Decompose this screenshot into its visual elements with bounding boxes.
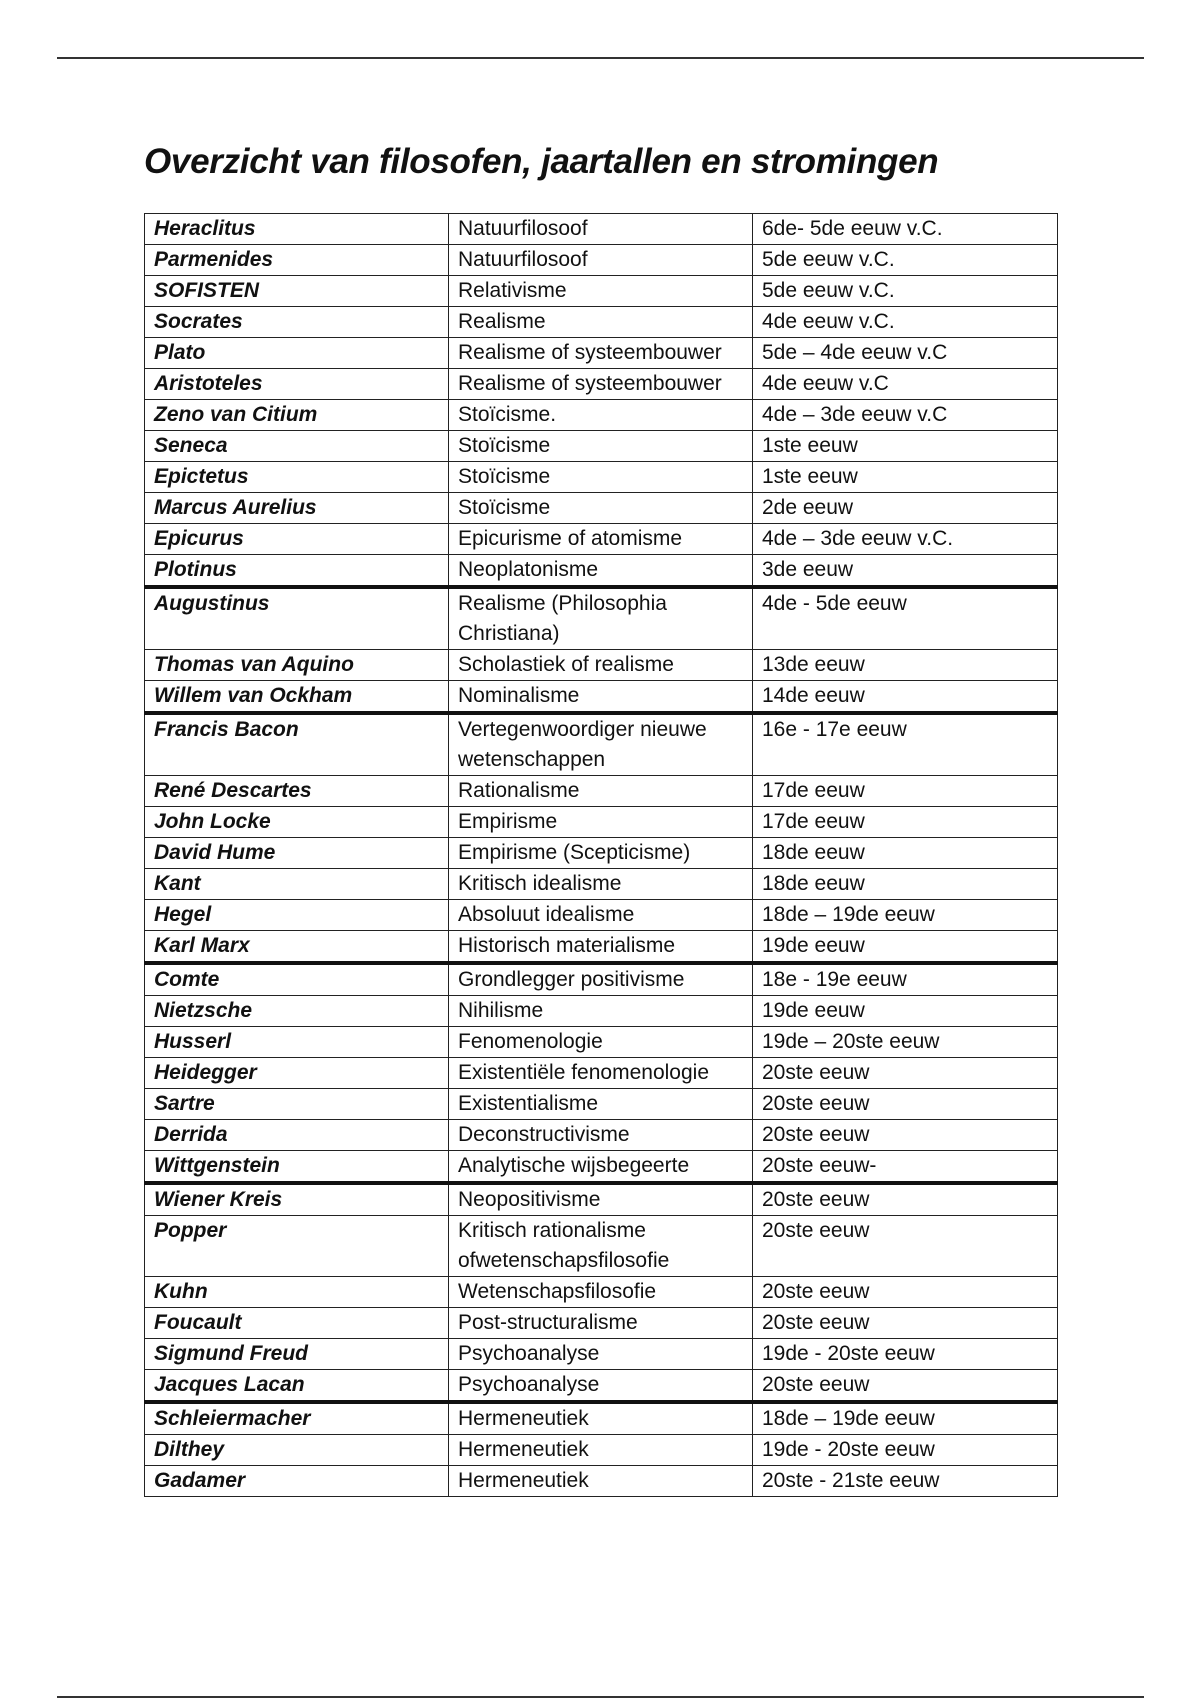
table-row xyxy=(145,276,1058,307)
table-row xyxy=(145,245,1058,276)
philosopher-name: Dilthey xyxy=(145,1435,449,1466)
period-cell: 20ste - 21ste eeuw xyxy=(753,1466,1058,1497)
period-cell: 4de - 5de eeuw xyxy=(753,587,1058,650)
movement-cell: Kritisch rationalisme ofwetenschapsfilosofie xyxy=(449,1216,753,1277)
movement-cell: Neopositivisme xyxy=(449,1183,753,1216)
movement-cell: Psychoanalyse xyxy=(449,1339,753,1370)
movement-cell: Post-structuralisme xyxy=(449,1308,753,1339)
philosopher-name: Wittgenstein xyxy=(145,1151,449,1184)
table-body xyxy=(145,214,1058,1497)
philosopher-name: Plato xyxy=(145,338,449,369)
period-cell: 20ste eeuw xyxy=(753,1120,1058,1151)
movement-cell: Analytische wijsbegeerte xyxy=(449,1151,753,1184)
movement-cell: Rationalisme xyxy=(449,776,753,807)
table-row xyxy=(145,681,1058,714)
movement-cell: Historisch materialisme xyxy=(449,931,753,964)
period-cell: 19de eeuw xyxy=(753,931,1058,964)
period-cell: 18de – 19de eeuw xyxy=(753,1402,1058,1435)
movement-cell: Absoluut idealisme xyxy=(449,900,753,931)
table-row xyxy=(145,462,1058,493)
philosopher-name: Marcus Aurelius xyxy=(145,493,449,524)
table-row xyxy=(145,1402,1058,1435)
table-row xyxy=(145,776,1058,807)
movement-cell: Stoïcisme xyxy=(449,493,753,524)
table-row xyxy=(145,431,1058,462)
philosopher-name: Parmenides xyxy=(145,245,449,276)
philosopher-name: David Hume xyxy=(145,838,449,869)
philosopher-name: Socrates xyxy=(145,307,449,338)
philosopher-name: Nietzsche xyxy=(145,996,449,1027)
movement-cell: Realisme of systeembouwer xyxy=(449,338,753,369)
table-row xyxy=(145,1089,1058,1120)
philosopher-name: Zeno van Citium xyxy=(145,400,449,431)
movement-cell: Vertegenwoordiger nieuwe wetenschappen xyxy=(449,713,753,776)
movement-cell: Hermeneutiek xyxy=(449,1466,753,1497)
movement-cell: Deconstructivisme xyxy=(449,1120,753,1151)
table-row xyxy=(145,1058,1058,1089)
philosopher-name: Aristoteles xyxy=(145,369,449,400)
philosopher-name: Francis Bacon xyxy=(145,713,449,776)
table-row xyxy=(145,931,1058,964)
table-row xyxy=(145,996,1058,1027)
movement-cell: Nihilisme xyxy=(449,996,753,1027)
period-cell: 6de- 5de eeuw v.C. xyxy=(753,214,1058,245)
period-cell: 19de eeuw xyxy=(753,996,1058,1027)
movement-cell: Natuurfilosoof xyxy=(449,214,753,245)
movement-cell: Existentialisme xyxy=(449,1089,753,1120)
table-row xyxy=(145,650,1058,681)
period-cell: 20ste eeuw xyxy=(753,1370,1058,1403)
philosopher-name: Heraclitus xyxy=(145,214,449,245)
movement-cell: Hermeneutiek xyxy=(449,1402,753,1435)
table-row xyxy=(145,963,1058,996)
table-row xyxy=(145,1435,1058,1466)
period-cell: 5de eeuw v.C. xyxy=(753,245,1058,276)
period-cell: 2de eeuw xyxy=(753,493,1058,524)
table-row xyxy=(145,400,1058,431)
table-row xyxy=(145,869,1058,900)
page-title: Overzicht van filosofen, jaartallen en stromingen xyxy=(144,142,939,181)
philosopher-name: Epicurus xyxy=(145,524,449,555)
philosopher-name: Epictetus xyxy=(145,462,449,493)
period-cell: 4de eeuw v.C. xyxy=(753,307,1058,338)
period-cell: 14de eeuw xyxy=(753,681,1058,714)
philosopher-name: Jacques Lacan xyxy=(145,1370,449,1403)
table-row xyxy=(145,1183,1058,1216)
philosopher-name: SOFISTEN xyxy=(145,276,449,307)
philosopher-name: Foucault xyxy=(145,1308,449,1339)
table-row xyxy=(145,1466,1058,1497)
philosopher-name: John Locke xyxy=(145,807,449,838)
philosophers-table xyxy=(144,213,1058,1497)
philosopher-name: Heidegger xyxy=(145,1058,449,1089)
table-row xyxy=(145,1027,1058,1058)
philosopher-name: Sigmund Freud xyxy=(145,1339,449,1370)
period-cell: 3de eeuw xyxy=(753,555,1058,588)
table-row xyxy=(145,1151,1058,1184)
movement-cell: Realisme xyxy=(449,307,753,338)
movement-cell: Stoïcisme. xyxy=(449,400,753,431)
philosopher-name: René Descartes xyxy=(145,776,449,807)
movement-cell: Empirisme xyxy=(449,807,753,838)
philosopher-name: Gadamer xyxy=(145,1466,449,1497)
movement-cell: Wetenschapsfilosofie xyxy=(449,1277,753,1308)
philosopher-name: Thomas van Aquino xyxy=(145,650,449,681)
period-cell: 20ste eeuw xyxy=(753,1277,1058,1308)
philosopher-name: Wiener Kreis xyxy=(145,1183,449,1216)
philosopher-name: Popper xyxy=(145,1216,449,1277)
table-row xyxy=(145,838,1058,869)
period-cell: 20ste eeuw xyxy=(753,1308,1058,1339)
period-cell: 17de eeuw xyxy=(753,807,1058,838)
philosopher-name: Karl Marx xyxy=(145,931,449,964)
table-row xyxy=(145,214,1058,245)
movement-cell: Nominalisme xyxy=(449,681,753,714)
table-row xyxy=(145,338,1058,369)
table-row xyxy=(145,524,1058,555)
movement-cell: Realisme of systeembouwer xyxy=(449,369,753,400)
period-cell: 18de – 19de eeuw xyxy=(753,900,1058,931)
period-cell: 17de eeuw xyxy=(753,776,1058,807)
movement-cell: Realisme (Philosophia Christiana) xyxy=(449,587,753,650)
table-row xyxy=(145,1277,1058,1308)
philosopher-name: Kant xyxy=(145,869,449,900)
table-row xyxy=(145,1370,1058,1403)
table-row xyxy=(145,1120,1058,1151)
philosopher-name: Schleiermacher xyxy=(145,1402,449,1435)
period-cell: 1ste eeuw xyxy=(753,462,1058,493)
movement-cell: Scholastiek of realisme xyxy=(449,650,753,681)
movement-cell: Hermeneutiek xyxy=(449,1435,753,1466)
period-cell: 19de – 20ste eeuw xyxy=(753,1027,1058,1058)
movement-cell: Relativisme xyxy=(449,276,753,307)
table-row xyxy=(145,493,1058,524)
movement-cell: Natuurfilosoof xyxy=(449,245,753,276)
philosopher-name: Kuhn xyxy=(145,1277,449,1308)
period-cell: 20ste eeuw xyxy=(753,1183,1058,1216)
period-cell: 20ste eeuw xyxy=(753,1058,1058,1089)
period-cell: 18de eeuw xyxy=(753,838,1058,869)
philosopher-name: Comte xyxy=(145,963,449,996)
table-row xyxy=(145,900,1058,931)
movement-cell: Stoïcisme xyxy=(449,462,753,493)
table-row xyxy=(145,1308,1058,1339)
philosopher-name: Seneca xyxy=(145,431,449,462)
movement-cell: Kritisch idealisme xyxy=(449,869,753,900)
philosopher-name: Sartre xyxy=(145,1089,449,1120)
period-cell: 4de eeuw v.C xyxy=(753,369,1058,400)
table-row xyxy=(145,307,1058,338)
header-rule xyxy=(57,57,1144,59)
table-row xyxy=(145,807,1058,838)
table-row xyxy=(145,713,1058,776)
period-cell: 19de - 20ste eeuw xyxy=(753,1339,1058,1370)
period-cell: 1ste eeuw xyxy=(753,431,1058,462)
movement-cell: Stoïcisme xyxy=(449,431,753,462)
movement-cell: Epicurisme of atomisme xyxy=(449,524,753,555)
table-row xyxy=(145,369,1058,400)
period-cell: 18de eeuw xyxy=(753,869,1058,900)
period-cell: 20ste eeuw- xyxy=(753,1151,1058,1184)
philosopher-name: Hegel xyxy=(145,900,449,931)
period-cell: 18e - 19e eeuw xyxy=(753,963,1058,996)
movement-cell: Empirisme (Scepticisme) xyxy=(449,838,753,869)
philosopher-name: Augustinus xyxy=(145,587,449,650)
period-cell: 4de – 3de eeuw v.C. xyxy=(753,524,1058,555)
philosopher-name: Husserl xyxy=(145,1027,449,1058)
period-cell: 5de – 4de eeuw v.C xyxy=(753,338,1058,369)
movement-cell: Fenomenologie xyxy=(449,1027,753,1058)
philosopher-name: Derrida xyxy=(145,1120,449,1151)
period-cell: 5de eeuw v.C. xyxy=(753,276,1058,307)
period-cell: 20ste eeuw xyxy=(753,1089,1058,1120)
movement-cell: Grondlegger positivisme xyxy=(449,963,753,996)
table-row xyxy=(145,555,1058,588)
movement-cell: Neoplatonisme xyxy=(449,555,753,588)
period-cell: 19de - 20ste eeuw xyxy=(753,1435,1058,1466)
footer-rule xyxy=(57,1696,1144,1698)
table-row xyxy=(145,1216,1058,1277)
table-row xyxy=(145,587,1058,650)
philosopher-name: Plotinus xyxy=(145,555,449,588)
movement-cell: Existentiële fenomenologie xyxy=(449,1058,753,1089)
period-cell: 20ste eeuw xyxy=(753,1216,1058,1277)
table-row xyxy=(145,1339,1058,1370)
movement-cell: Psychoanalyse xyxy=(449,1370,753,1403)
period-cell: 16e - 17e eeuw xyxy=(753,713,1058,776)
period-cell: 4de – 3de eeuw v.C xyxy=(753,400,1058,431)
period-cell: 13de eeuw xyxy=(753,650,1058,681)
philosopher-name: Willem van Ockham xyxy=(145,681,449,714)
